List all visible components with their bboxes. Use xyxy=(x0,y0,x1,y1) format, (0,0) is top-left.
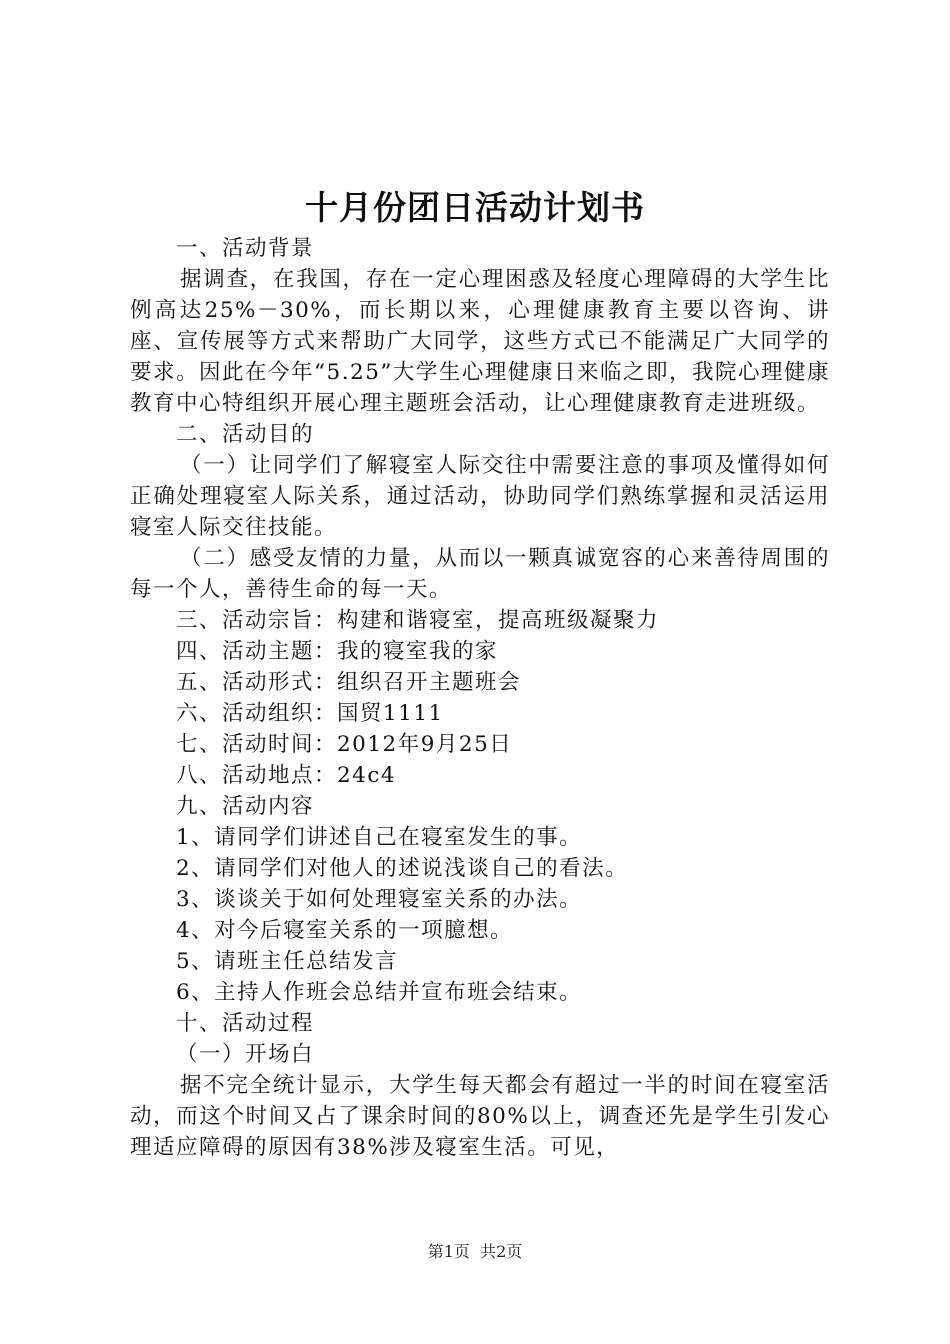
document-title: 十月份团日活动计划书 xyxy=(305,188,645,227)
opening-paragraph: 据不完全统计显示，大学生每天都会有超过一半的时间在寝室活动，而这个时间又占了课余时间的80%以上，调查还先是学生引发心理适应障碍的原因有38%涉及寝室生活。可见， xyxy=(130,1073,830,1160)
list-item: 5、请班主任总结发言 xyxy=(176,949,399,974)
page-footer xyxy=(0,1240,950,1264)
section-heading-process: 十、活动过程 xyxy=(176,1011,315,1036)
purpose-item-1: （一）让同学们了解寝室人际交往中需要注意的事项及懂得如何正确处理寝室人际关系，通过活动，协助同学们熟练掌握和灵活运用寝室人际交往技能。 xyxy=(130,453,830,540)
section-organizer: 六、活动组织：国贸1111 xyxy=(176,701,444,726)
list-item: 2、请同学们对他人的述说浅谈自己的看法。 xyxy=(176,856,629,881)
page-number-current: 第1页 xyxy=(427,1242,470,1261)
document-body xyxy=(130,233,830,1163)
section-heading-background: 一、活动背景 xyxy=(176,236,315,261)
list-item: 4、对今后寝室关系的一项臆想。 xyxy=(176,918,514,943)
section-form: 五、活动形式：组织召开主题班会 xyxy=(176,670,522,695)
section-location: 八、活动地点：24c4 xyxy=(176,763,397,788)
section-time: 七、活动时间：2012年9月25日 xyxy=(176,732,513,757)
section-tenet: 三、活动宗旨：构建和谐寝室，提高班级凝聚力 xyxy=(176,608,660,633)
list-item: 6、主持人作班会总结并宣布班会结束。 xyxy=(176,980,583,1005)
section-heading-content: 九、活动内容 xyxy=(176,794,315,819)
section-theme: 四、活动主题：我的寝室我的家 xyxy=(176,639,499,664)
list-item: 1、请同学们讲述自己在寝室发生的事。 xyxy=(176,825,583,850)
background-paragraph: 据调查，在我国，存在一定心理困惑及轻度心理障碍的大学生比例高达25%－30%，而长期以来，心理健康教育主要以咨询、讲座、宣传展等方式来帮助广大同学，这些方式已不能满足广大同学的要求。因此在今年“5.25”大学生心理健康日来临之即，我院心理健康教育中心特组织开展心理主题班会活动，让心理健康教育走进班级。 xyxy=(130,267,830,416)
subsection-opening: （一）开场白 xyxy=(176,1042,315,1067)
page-number-total: 共2页 xyxy=(480,1242,523,1261)
purpose-item-2: （二）感受友情的力量，从而以一颗真诚宽容的心来善待周围的每一个人，善待生命的每一天。 xyxy=(130,546,830,602)
section-heading-purpose: 二、活动目的 xyxy=(176,422,315,447)
list-item: 3、谈谈关于如何处理寝室关系的办法。 xyxy=(176,887,583,912)
